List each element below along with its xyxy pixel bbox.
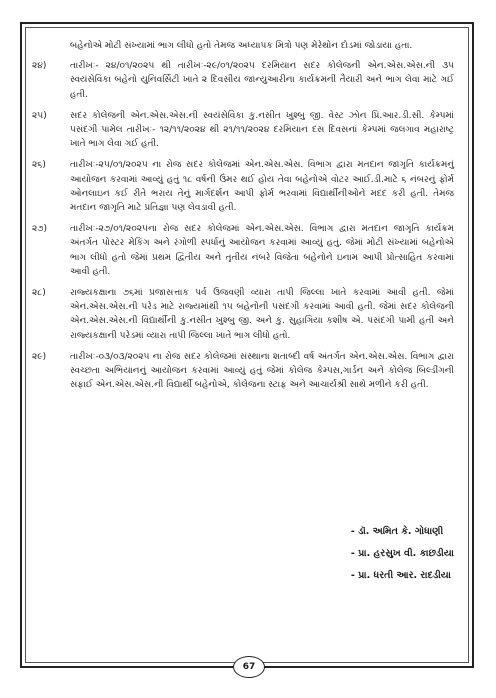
item-number: ૨૮) xyxy=(32,288,46,299)
item-text: તારીખઃ-૨૫/૦૧/૨૦૨૫ ના રોજ સદર કોલેજમાં એન.એસ.એસ. વિભાગ દ્વારા મતદાન જાગૃતિ કાર્યક્રમનું આયોજન કરવામાં આવ્યું હતું ૧૮ વર્ષની ઉંમર થઈ હોય તેવા બહેનોએ વોટર આઈ.ડી.માટે ૬ નંબરનું ફોર્મ ઓનલાઇન કઈ રીતે ભરાય તેનું માર્ગદર્શન આપી ફોર્મ ભરવામાં વિદ્યાર્થીનીઓને મદદ કરી હતી. તેમજ મતદાન જાગૃતિ માટે પ્રતિજ્ઞા પણ લેવડાવી હતી. xyxy=(70,160,454,214)
list-item xyxy=(32,109,454,152)
list-item xyxy=(32,222,454,279)
item-text: તારીખઃ- ૨૪/૦૧/૨૦૨૫ થી તારીખઃ-૨૯/૦૧/૨૦૨૫ દરમિયાન સદર કોલેજની એન.એસ.એસ.ની ૩૫ સ્વયંસેવિકા બહેનો યુનિવર્સિટી ખાતે ૨ દિવસીય જાન્યુઆરીના કાર્યક્રમની તૈયારી અને ભાગ લેવા માટે ગઈ હતી. xyxy=(70,61,454,100)
item-text: સદર કોલેજની એન.એસ.એસ.ની સ્વયંસેવિકા કુ.નસીત ખુશ્બુ જી. વેસ્ટ ઝોન પ્રિ.આર.ડી.સી. કેમ્પમાં પસંદગી પામેલ તારીખઃ- ૧૨/૧૧/૨૦૨૪ થી ૨૧/૧૧/૨૦૨૪ દરમિયાન દસ દિવસનાં કેમ્પમાં જલગાવ મહારાષ્ટ્ર ખાતે ભાગ લેવા ગઈ હતી. xyxy=(70,110,454,150)
page-number: 67 xyxy=(233,656,265,678)
list-item xyxy=(32,286,454,343)
item-number: ૨૬) xyxy=(32,160,46,171)
intro-paragraph: બહેનોએ મોટી સંખ્યામાં ભાગ લીધો હતો તેમજ અધ્યાપક મિત્રો પણ મેરેથોન દોડમાં જોડાયા હતા. xyxy=(70,41,413,51)
signature-line: - પ્રા. ધરતી આર. રાદડીયા xyxy=(350,570,451,581)
list-item xyxy=(32,59,454,102)
signature-line: - પ્રા. હરસુખ વી. કાછડીયા xyxy=(350,548,454,559)
item-number: ૨૯) xyxy=(32,351,47,362)
document-body xyxy=(32,39,454,399)
signature-block xyxy=(351,521,454,587)
list-item xyxy=(32,350,454,393)
signature-line: - ડૉ. અમિત કે. ગોધાણી xyxy=(350,526,444,537)
item-number: ૨૫) xyxy=(32,110,47,121)
item-text: તારીખઃ-૨૭/૦૧/૨૦૨૫ના રોજ સદર કોલેજમાં એન.એસ.એસ. વિભાગ દ્વારા મતદાન જાગૃતિ કાર્યક્રમ અંતર્ગત પોસ્ટર મેકિંગ અને રંગોળી સ્પર્ધાનું આયોજન કરવામાં આવ્યું હતું. જેમાં મોટી સંખ્યામાં બહેનોએ ભાગ લીધો હતો જેમાં પ્રથમ દ્વિતીય અને તૃતીય નંબરે વિજેતા બહેનોને ઇનામ આપી પ્રોત્સાહિત કરવામાં આવી હતી. xyxy=(70,224,454,277)
item-number: ૨૭) xyxy=(32,224,48,235)
list-item xyxy=(32,158,454,215)
item-text: રાજ્યકક્ષાના ૭૬માં પ્રજાસત્તાક પર્વ ઉજવણી વ્યારા તાપી જિલ્લા ખાતે કરવામાં આવી હતી. જેમાં એન.એસ.એસ.ની પરેડ માટે રાજ્યમાંથી ૧૫ બહેનોની પસંદગી કરવામાં આવી હતી. જેમાં સદર કોલેજની એન.એસ.એસ.ની વિદ્યાર્થીની કુ.નસીત ખુશ્બુ જી. અને કુ. સુહાગિયા કશીષ એ. પસંદગી પામી હતી અને રાજ્યકક્ષાની પરેડમાં વ્યારા તાપી જિલ્લા ખાતે ભાગ લીધો હતો. xyxy=(70,288,454,341)
item-text: તારીખઃ-૦૩/૦૩/૨૦૨૫ ના રોજ સદર કોલેજમાં સંસ્થાના શતાબ્દી વર્ષ અંતર્ગત એન.એસ.એસ. વિભાગ દ્વારા સ્વચ્છતા અભિયાનનું આયોજન કરવામાં આવ્યું હતું જેમાં કોલેજ કેમ્પસ,ગાર્ડન અને કોલેજ બિલ્ડીંગની સફાઈ એન.એસ.એસ.ની વિદ્યાર્થી બહેનોએ, કોલેજના સ્ટાફ અને આચાર્યશ્રી સાથે મળીને કરી હતી. xyxy=(70,351,454,391)
item-number: ૨૪) xyxy=(32,61,47,72)
